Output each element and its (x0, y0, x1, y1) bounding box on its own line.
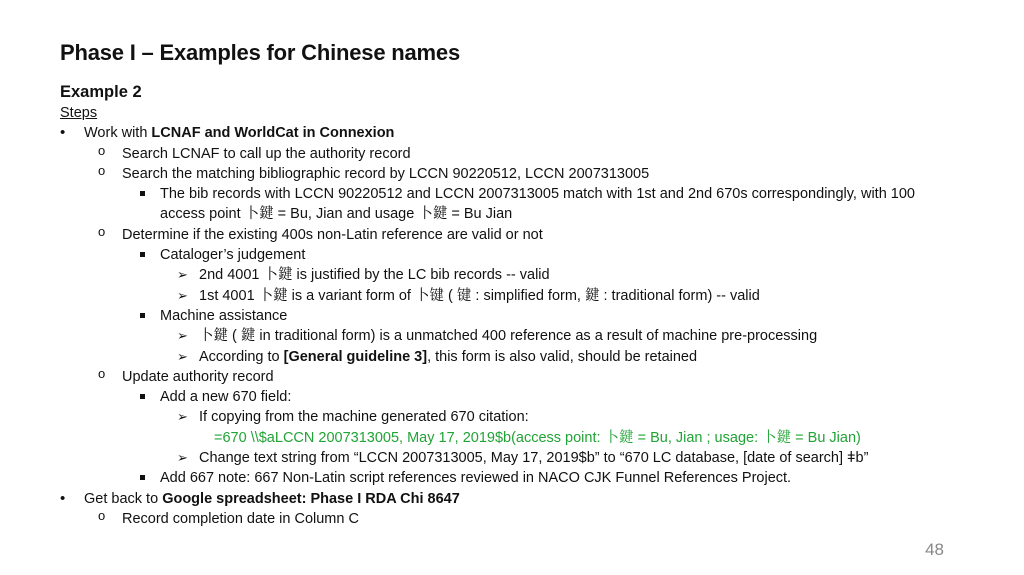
item-text: , this form is also valid, should be retained (427, 348, 698, 365)
item-text: Add a new 670 field: (160, 389, 292, 406)
arrow-item (60, 347, 960, 367)
arrow-bullet-icon: ➢ (177, 287, 188, 303)
circle-marker: o (98, 223, 106, 239)
square-bullet-icon (140, 313, 145, 318)
item-text: Search LCNAF to call up the authority record (122, 145, 411, 162)
square-bullet-icon (140, 191, 145, 196)
square-bullet-icon (140, 394, 145, 399)
item-text: Cataloger’s judgement (160, 247, 306, 264)
citation-line (60, 428, 960, 448)
green-citation-text: =670 \\$aLCCN 2007313005, May 17, 2019$b(access point: 卜鍵 = Bu, Jian ; usage: 卜鍵 = Bu Jian) (214, 429, 861, 446)
item-text: Add 667 note: 667 Non-Latin script references reviewed in NACO CJK Funnel References Project. (160, 470, 792, 487)
arrow-item (60, 407, 960, 427)
item-text: 1st 4001 卜鍵 is a variant form of 卜键 ( 键 : simplified form, 鍵 : traditional form) -- valid (199, 287, 760, 304)
arrow-bullet-icon: ➢ (177, 267, 188, 283)
slide-content (60, 82, 960, 529)
arrow-item (60, 265, 960, 285)
bullet-marker: • (60, 124, 66, 142)
circle-item (60, 164, 960, 184)
example-heading: Example 2 (60, 83, 142, 101)
item-text: Record completion date in Column C (122, 510, 359, 527)
circle-item (60, 144, 960, 164)
square-item (60, 468, 960, 488)
slide-title: Phase I – Examples for Chinese names (60, 40, 460, 65)
square-item (60, 306, 960, 326)
item-bold-text: LCNAF and WorldCat in Connexion (151, 125, 395, 142)
square-item (60, 184, 960, 225)
item-text: Work with (84, 125, 152, 142)
page-number: 48 (925, 540, 944, 559)
item-text: The bib records with LCCN 90220512 and LCCN 2007313005 match with 1st and 2nd 670s correspondingly, with 100 access point 卜鍵 = Bu, Jian and usage 卜鍵 = Bu Jian (160, 186, 915, 223)
arrow-item (60, 326, 960, 346)
circle-item (60, 509, 960, 529)
steps-label: Steps (60, 105, 98, 121)
item-text: 2nd 4001 卜鍵 is justified by the LC bib records -- valid (199, 267, 550, 284)
square-bullet-icon (140, 475, 145, 480)
item-text: Search the matching bibliographic record by LCCN 90220512, LCCN 2007313005 (122, 165, 650, 182)
item-text: Update authority record (122, 368, 274, 385)
arrow-bullet-icon: ➢ (177, 348, 188, 364)
circle-marker: o (98, 365, 106, 381)
circle-item (60, 225, 960, 245)
bullet-marker: • (60, 489, 66, 507)
circle-marker: o (98, 162, 106, 178)
circle-marker: o (98, 507, 106, 523)
arrow-item (60, 286, 960, 306)
square-item (60, 245, 960, 265)
item-text: 卜鍵 ( 鍵 in traditional form) is a unmatched 400 reference as a result of machine pre-processing (199, 328, 818, 345)
circle-item (60, 367, 960, 387)
item-text: Determine if the existing 400s non-Latin reference are valid or not (122, 226, 543, 243)
bullet-item (60, 123, 960, 143)
arrow-bullet-icon: ➢ (177, 328, 188, 344)
guideline-reference: [General guideline 3] (283, 348, 428, 365)
bullet-item (60, 489, 960, 509)
circle-marker: o (98, 142, 106, 158)
square-bullet-icon (140, 252, 145, 257)
item-text: If copying from the machine generated 670 citation: (199, 409, 529, 426)
steps-label-line (60, 103, 960, 123)
arrow-bullet-icon: ➢ (177, 450, 188, 466)
item-text: Change text string from “LCCN 2007313005, May 17, 2019$b” to “670 LC database, [date of search] ǂb” (199, 450, 869, 467)
item-text: According to (199, 348, 284, 365)
arrow-bullet-icon: ➢ (177, 409, 188, 425)
item-text: Get back to (84, 490, 163, 507)
square-item (60, 387, 960, 407)
arrow-item (60, 448, 960, 468)
item-bold-text: Google spreadsheet: Phase I RDA Chi 8647 (162, 490, 460, 507)
item-text: Machine assistance (160, 307, 288, 324)
